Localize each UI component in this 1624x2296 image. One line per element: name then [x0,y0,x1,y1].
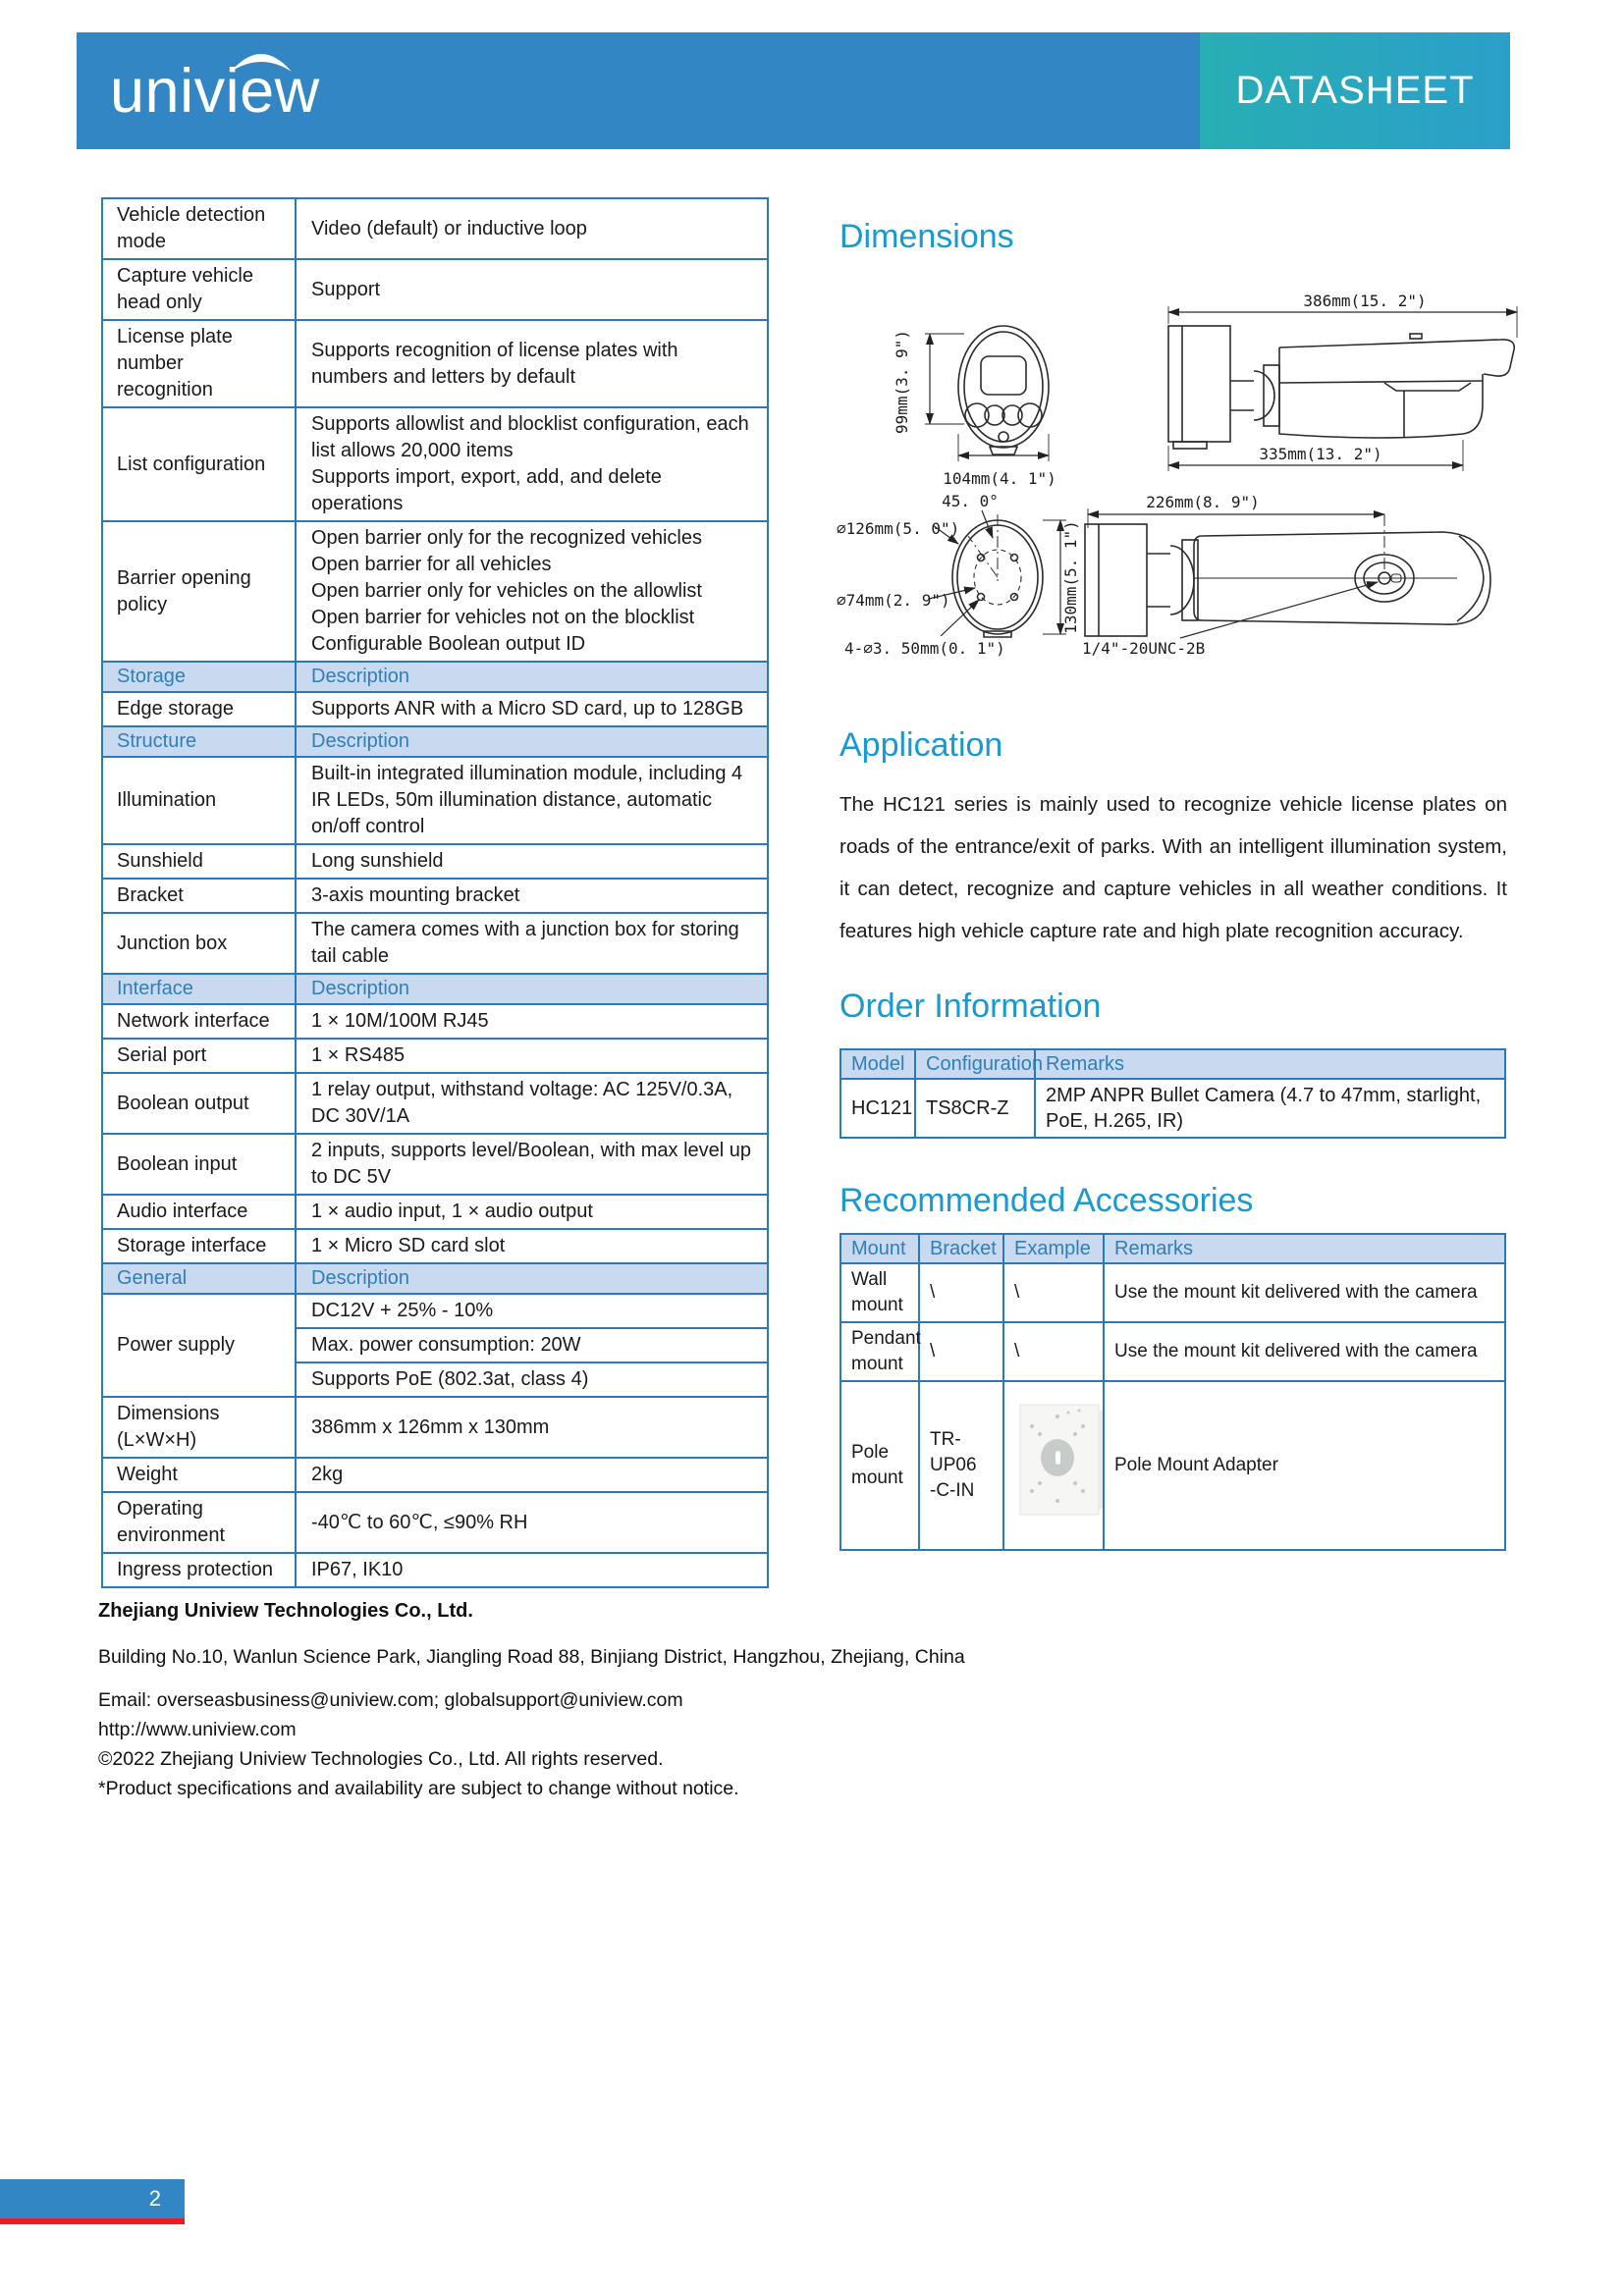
section-header-row [102,726,768,757]
accessory-mount: Wall mount [840,1263,919,1322]
table-header-row [840,1234,1505,1263]
recommended-accessories-title: Recommended Accessories [839,1182,1254,1219]
spec-value-line: Open barrier for all vehicles [311,554,552,575]
table-row [102,1458,768,1492]
dim-label-top-length: 226mm(8. 9") [1146,493,1260,511]
header-banner [77,32,1510,149]
table-row [102,1195,768,1229]
spec-value-line: Configurable Boolean output ID [311,633,586,655]
accessory-example: \ [1003,1322,1104,1381]
datasheet-banner [1200,32,1510,149]
spec-label: Ingress protection [102,1553,296,1587]
spec-value [296,521,768,662]
spec-label: Vehicle detection mode [102,198,296,259]
spec-value-line: Open barrier only for vehicles on the allowlist [311,580,702,602]
company-website: http://www.uniview.com [98,1719,297,1740]
accessory-remarks: Pole Mount Adapter [1104,1381,1505,1550]
dim-label-front-width: 104mm(4. 1") [943,469,1056,488]
dimensions-figure [835,287,1522,699]
section-header-row [102,662,768,692]
table-row [102,1134,768,1195]
dim-label-angle: 45. 0° [942,492,999,510]
spec-value: 386mm x 126mm x 130mm [296,1397,768,1458]
spec-value [296,407,768,521]
spec-value: 1 × 10M/100M RJ45 [296,1004,768,1039]
spec-value: Supports recognition of license plates with numbers and letters by default [296,320,768,407]
dim-label-side-body: 335mm(13. 2") [1259,445,1382,463]
table-row [840,1079,1505,1138]
spec-value-line: Supports import, export, add, and delete operations [311,466,662,514]
contact-email-line: Email: overseasbusiness@uniview.com; globalsupport@uniview.com [98,1689,683,1711]
table-row [102,1553,768,1587]
section-description-cell: Description [296,1263,768,1294]
table-row [102,844,768,879]
spec-label: Junction box [102,913,296,974]
section-header-cell: General [102,1263,296,1294]
section-header-row [102,1263,768,1294]
spec-label: Illumination [102,757,296,844]
accessory-bracket-line: -C-IN [930,1480,975,1501]
footer [98,1600,1237,1800]
accessories-col-header: Example [1003,1234,1104,1263]
spec-value: Max. power consumption: 20W [296,1328,768,1362]
table-row [102,198,768,259]
order-configuration: TS8CR-Z [915,1079,1035,1138]
table-row [102,1039,768,1073]
company-address: Building No.10, Wanlun Science Park, Jiangling Road 88, Binjiang District, Hangzhou, Zhejiang, China [98,1646,965,1668]
dim-label-side-total: 386mm(15. 2") [1303,292,1427,310]
dim-label-front-height: 99mm(3. 9") [893,330,911,434]
page-bar-red-line [0,2218,185,2224]
spec-value: Video (default) or inductive loop [296,198,768,259]
section-description-cell: Description [296,662,768,692]
spec-label: Audio interface [102,1195,296,1229]
spec-value: 2kg [296,1458,768,1492]
datasheet-banner-label: DATASHEET [1235,69,1475,112]
accessories-table [839,1233,1506,1551]
spec-label: Edge storage [102,692,296,726]
spec-value: 3-axis mounting bracket [296,879,768,913]
order-model: HC121 [840,1079,915,1138]
accessory-example [1003,1381,1104,1550]
spec-label: Operating environment [102,1492,296,1553]
accessory-mount: Pole mount [840,1381,919,1550]
table-row [102,879,768,913]
table-row [102,692,768,726]
spec-value: Supports ANR with a Micro SD card, up to 128GB [296,692,768,726]
spec-label: Sunshield [102,844,296,879]
spec-value: 1 × RS485 [296,1039,768,1073]
order-information-title: Order Information [839,988,1102,1025]
uniview-logo-arc-icon [226,46,297,76]
spec-value: Support [296,259,768,320]
spec-label: Weight [102,1458,296,1492]
dim-label-inner-dia: ⌀74mm(2. 9") [837,591,950,610]
company-name: Zhejiang Uniview Technologies Co., Ltd. [98,1600,473,1622]
accessory-remarks: Use the mount kit delivered with the camera [1104,1263,1505,1322]
accessory-remarks: Use the mount kit delivered with the camera [1104,1322,1505,1381]
table-row [102,913,768,974]
table-row [102,521,768,662]
section-description-cell: Description [296,726,768,757]
copyright-line: ©2022 Zhejiang Uniview Technologies Co., Ltd. All rights reserved. [98,1748,664,1770]
accessory-example: \ [1003,1263,1104,1322]
table-row [102,407,768,521]
table-row [840,1263,1505,1322]
front-view-drawing [925,326,1049,461]
page-number-bar [0,2179,185,2218]
table-row [102,1492,768,1553]
spec-value-line: Supports allowlist and blocklist configuration, each list allows 20,000 items [311,413,749,461]
table-row [102,1397,768,1458]
spec-value: Built-in integrated illumination module, including 4 IR LEDs, 50m illumination distance, automatic on/off control [296,757,768,844]
spec-label: Barrier opening policy [102,521,296,662]
section-header-cell: Structure [102,726,296,757]
order-col-header: Remarks [1035,1049,1505,1079]
accessory-bracket: \ [919,1322,1003,1381]
spec-value: 1 relay output, withstand voltage: AC 125V/0.3A, DC 30V/1A [296,1073,768,1134]
spec-label: Serial port [102,1039,296,1073]
spec-value: -40℃ to 60℃, ≤90% RH [296,1492,768,1553]
dim-label-thread: 1/4"-20UNC-2B [1082,639,1206,658]
table-row [840,1322,1505,1381]
spec-value: Supports PoE (802.3at, class 4) [296,1362,768,1397]
table-row [840,1381,1505,1550]
table-row [102,320,768,407]
top-view-drawing [1085,508,1490,638]
table-row [102,1073,768,1134]
order-remarks: 2MP ANPR Bullet Camera (4.7 to 47mm, starlight, PoE, H.265, IR) [1035,1079,1505,1138]
accessory-bracket [919,1381,1003,1550]
disclaimer-line: *Product specifications and availability are subject to change without notice. [98,1778,739,1799]
application-title: Application [839,726,1003,764]
spec-value: 1 × audio input, 1 × audio output [296,1195,768,1229]
spec-value: 2 inputs, supports level/Boolean, with max level up to DC 5V [296,1134,768,1195]
section-header-row [102,974,768,1004]
spec-label: Power supply [102,1294,296,1397]
accessory-bracket-line: TR-UP06 [930,1429,977,1475]
application-text: The HC121 series is mainly used to recognize vehicle license plates on roads of the entrance/exit of parks. With an intelligent illumination system, it can detect, recognize and capture vehicles in all weather conditions. It features high vehicle capture rate and high plate recognition accuracy. [839,793,1507,942]
order-col-header: Configuration [915,1049,1035,1079]
table-row [102,259,768,320]
table-row [102,1294,768,1328]
order-col-header: Model [840,1049,915,1079]
spec-label: Boolean output [102,1073,296,1134]
spec-label: Bracket [102,879,296,913]
accessory-bracket: \ [919,1263,1003,1322]
order-information-table [839,1048,1506,1139]
table-header-row [840,1049,1505,1079]
accessories-col-header: Remarks [1104,1234,1505,1263]
table-row [102,1004,768,1039]
section-header-cell: Interface [102,974,296,1004]
section-header-cell: Storage [102,662,296,692]
accessories-col-header: Mount [840,1234,919,1263]
spec-label: Network interface [102,1004,296,1039]
spec-label: Boolean input [102,1134,296,1195]
accessories-col-header: Bracket [919,1234,1003,1263]
spec-value: 1 × Micro SD card slot [296,1229,768,1263]
spec-value: DC12V + 25% - 10% [296,1294,768,1328]
table-row [102,757,768,844]
spec-value-line: Open barrier only for the recognized vehicles [311,527,702,549]
spec-label: Dimensions (L×W×H) [102,1397,296,1458]
uniview-logo-text: uniview [110,57,320,126]
spec-label: Storage interface [102,1229,296,1263]
spec-value-line: Open barrier for vehicles not on the blocklist [311,607,695,628]
dimensions-title: Dimensions [839,218,1014,255]
page-number: 2 [148,2186,161,2211]
spec-value: Long sunshield [296,844,768,879]
section-description-cell: Description [296,974,768,1004]
dim-label-holes: 4-⌀3. 50mm(0. 1") [844,639,1005,658]
accessory-mount: Pendant mount [840,1322,919,1381]
spec-table [101,197,769,1588]
spec-value: IP67, IK10 [296,1553,768,1587]
spec-label: List configuration [102,407,296,521]
dim-label-outer-dia: ⌀126mm(5. 0") [837,519,960,538]
table-row [102,1229,768,1263]
spec-value: The camera comes with a junction box for storing tail cable [296,913,768,974]
uniview-logo [110,48,385,134]
dim-label-mount-height: 130mm(5. 1") [1061,520,1080,634]
spec-label: License plate number recognition [102,320,296,407]
spec-label: Capture vehicle head only [102,259,296,320]
pole-mount-adapter-image [1014,1393,1107,1530]
